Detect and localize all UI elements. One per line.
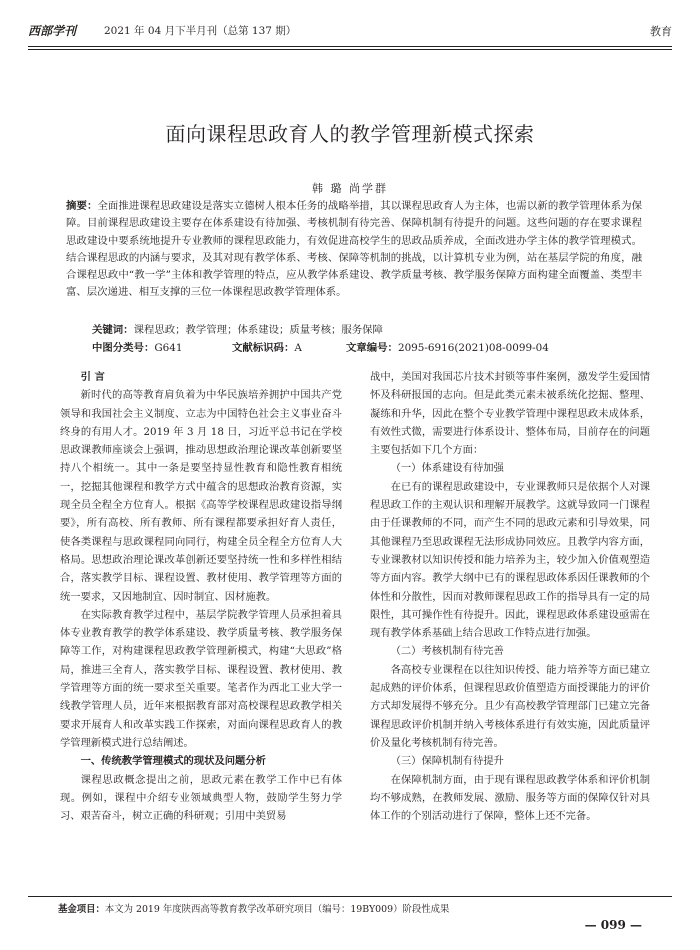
paragraph: 课程思政概念提出之前，思政元素在教学工作中已有体现。例如，课程中介绍专业领域典型人物，鼓励学生努力学习、艰苦奋斗，树立正确的科研观；引用中美贸易 <box>60 773 342 823</box>
doc-code <box>232 339 302 354</box>
subsection-heading: （一）体系建设有待加强 <box>390 462 504 475</box>
doc-value: A <box>294 342 302 354</box>
subsection-heading: （二）考核机制有待完善 <box>390 645 504 658</box>
clc-number <box>92 339 182 354</box>
paragraph: 战中，美国对我国芯片技术封锁等事件案例，激发学生爱国情怀及科研报国的志向。但是此类元素未被系统化挖掘、整理、凝练和升华，因此在整个专业教学管理中课程思政未成体系，有效性式微，需要进行体系设计、整体布局，目前存在的问题主要包括如下几个方面： <box>370 371 650 457</box>
footnote <box>58 901 642 915</box>
keywords-label: 关键词： <box>92 324 134 336</box>
issue-info: 2021 年 04 月下半月刊（总第 137 期） <box>104 25 297 37</box>
doc-label: 文献标识码： <box>232 342 295 354</box>
article-number <box>346 339 549 354</box>
abstract-text: 全面推进课程思政建设是落实立德树人根本任务的战略举措，其以课程思政育人为主体，也需以新的教学管理体系为保障。目前课程思政建设主要存在体系建设有待加强、考核机制有待完善、保障机制有待提升的问题。这些问题的存在要求课程思政建设中要系统地提升专业教师的课程思政能力，有效促进高校学生的思政品质养成，全面改进办学主体的教学管理模式。结合课程思政的内涵与要求，及其对现有教学体系、考核、保障等机制的挑战，以计算机专业为例，站在基层学院的角度，融合课程思政中“教一学”主体和教学管理的特点，应从教学体系建设、教学质量考核、教学服务保障方面构建全面覆盖、类型丰富、层次递进、相互支撑的三位一体课程思政教学管理体系。 <box>66 200 643 299</box>
left-column <box>60 368 342 825</box>
abstract <box>66 198 642 302</box>
footnote-rule <box>28 896 672 897</box>
paragraph: 在实际教育教学过程中，基层学院教学管理人员承担着具体专业教育教学的教学体系建设、教学质量考核、教学服务保障等工作，对构建课程思政教学管理新模式，构建“大思政”格局，推进三全育人，落实教学目标、课程设置、教材使用、教学管理等方面的统一要求至关重要。笔者作为西北工业大学一线教学管理人员，近年来根据教育部对高校课程思政教学相关要求开展育人和改革实践工作探索，对面向课程思政育人的教学管理新模式进行总结阐述。 <box>60 608 342 749</box>
header-rule-thin <box>28 49 672 50</box>
footnote-label: 基金项目： <box>58 904 105 915</box>
abstract-label: 摘要： <box>66 200 98 212</box>
clc-value: G641 <box>154 342 183 354</box>
section-heading: 一、传统教学管理模式的现状及问题分析 <box>80 755 266 768</box>
right-column <box>370 368 650 825</box>
journal-name: 西部学刊 <box>28 24 77 38</box>
running-header <box>28 22 672 44</box>
keywords-text: 课程思政；教学管理；体系建设；质量考核；服务保障 <box>133 324 383 336</box>
paragraph: 各高校专业课程在以往知识传授、能力培养等方面已建立起成熟的评价体系，但课程思政价值塑造方面授课能力的评价方式却发展得不够充分。且少有高校教学管理部门已建立完备课程思政评价机制并纳入考核体系进行有效实施，因此质量评价及量化考核机制有待完善。 <box>370 663 650 749</box>
clc-label: 中图分类号： <box>92 342 155 354</box>
keywords <box>92 321 642 336</box>
authors: 韩 璐 尚学群 <box>312 182 388 195</box>
section-label: 教育 <box>650 25 672 38</box>
article-value: 2095-6916(2021)08-0099-04 <box>397 342 549 354</box>
intro-heading: 引 言 <box>80 371 105 383</box>
paragraph: 在已有的课程思政建设中，专业课教师只是依据个人对课程思政工作的主观认识和理解开展教学。这就导致同一门课程由于任课教师的不同，而产生不同的思政元素和引导效果，同其他课程乃至思政课程无法形成协同效应。且教学内容方面，专业课教材以知识传授和能力培养为主，较少加入价值观塑造等方面内容。教学大纲中已有的课程思政体系因任课教师的个体性和分散性，因而对教师课程思政工作的指导具有一定的局限性，其可操作性有待提升。因此，课程思政体系建设亟需在现有教学体系基础上结合思政工作特点进行加强。 <box>370 480 650 640</box>
page-number: — 099 — <box>584 918 642 932</box>
paragraph: 在保障机制方面，由于现有课程思政教学体系和评价机制均不够成熟，在教师发展、激励、服务等方面的保障仅针对具体工作的个别活动进行了保障，整体上还不完备。 <box>370 773 650 823</box>
article-label: 文章编号： <box>346 342 398 354</box>
subsection-heading: （三）保障机制有待提升 <box>390 755 504 768</box>
footnote-text: 本文为 2019 年度陕西高等教育教学改革研究项目（编号：19BY009）阶段性成果 <box>104 904 450 915</box>
article-title: 面向课程思政育人的教学管理新模式探索 <box>165 122 535 146</box>
header-rule <box>28 46 672 47</box>
paragraph: 新时代的高等教育肩负着为中华民族培养拥护中国共产党领导和我国社会主义制度、立志为中国特色社会主义事业奋斗终身的有用人才。2019 年 3 月 18 日，习近平总书记在学校思政课教师座谈会上强调，推动思想政治理论课改革创新要坚持八个相统一。其中一条是要坚持显性教育和隐性教育相统一，挖掘其他课程和教学方式中蕴含的思想政治教育资源，实现全员全程全方位育人。根据《高等学校课程思政建设指导纲要》，所有高校、所有教师、所有课程都要承担好育人责任，使各类课程与思政课程同向同行，构建全员全程全方位育人大格局。思想政治理论课改革创新还要坚持统一性和多样性相结合，落实教学目标、课程设置、教材使用、教学管理等方面的统一要求，又因地制宜、因时制宜、因材施教。 <box>60 389 342 603</box>
